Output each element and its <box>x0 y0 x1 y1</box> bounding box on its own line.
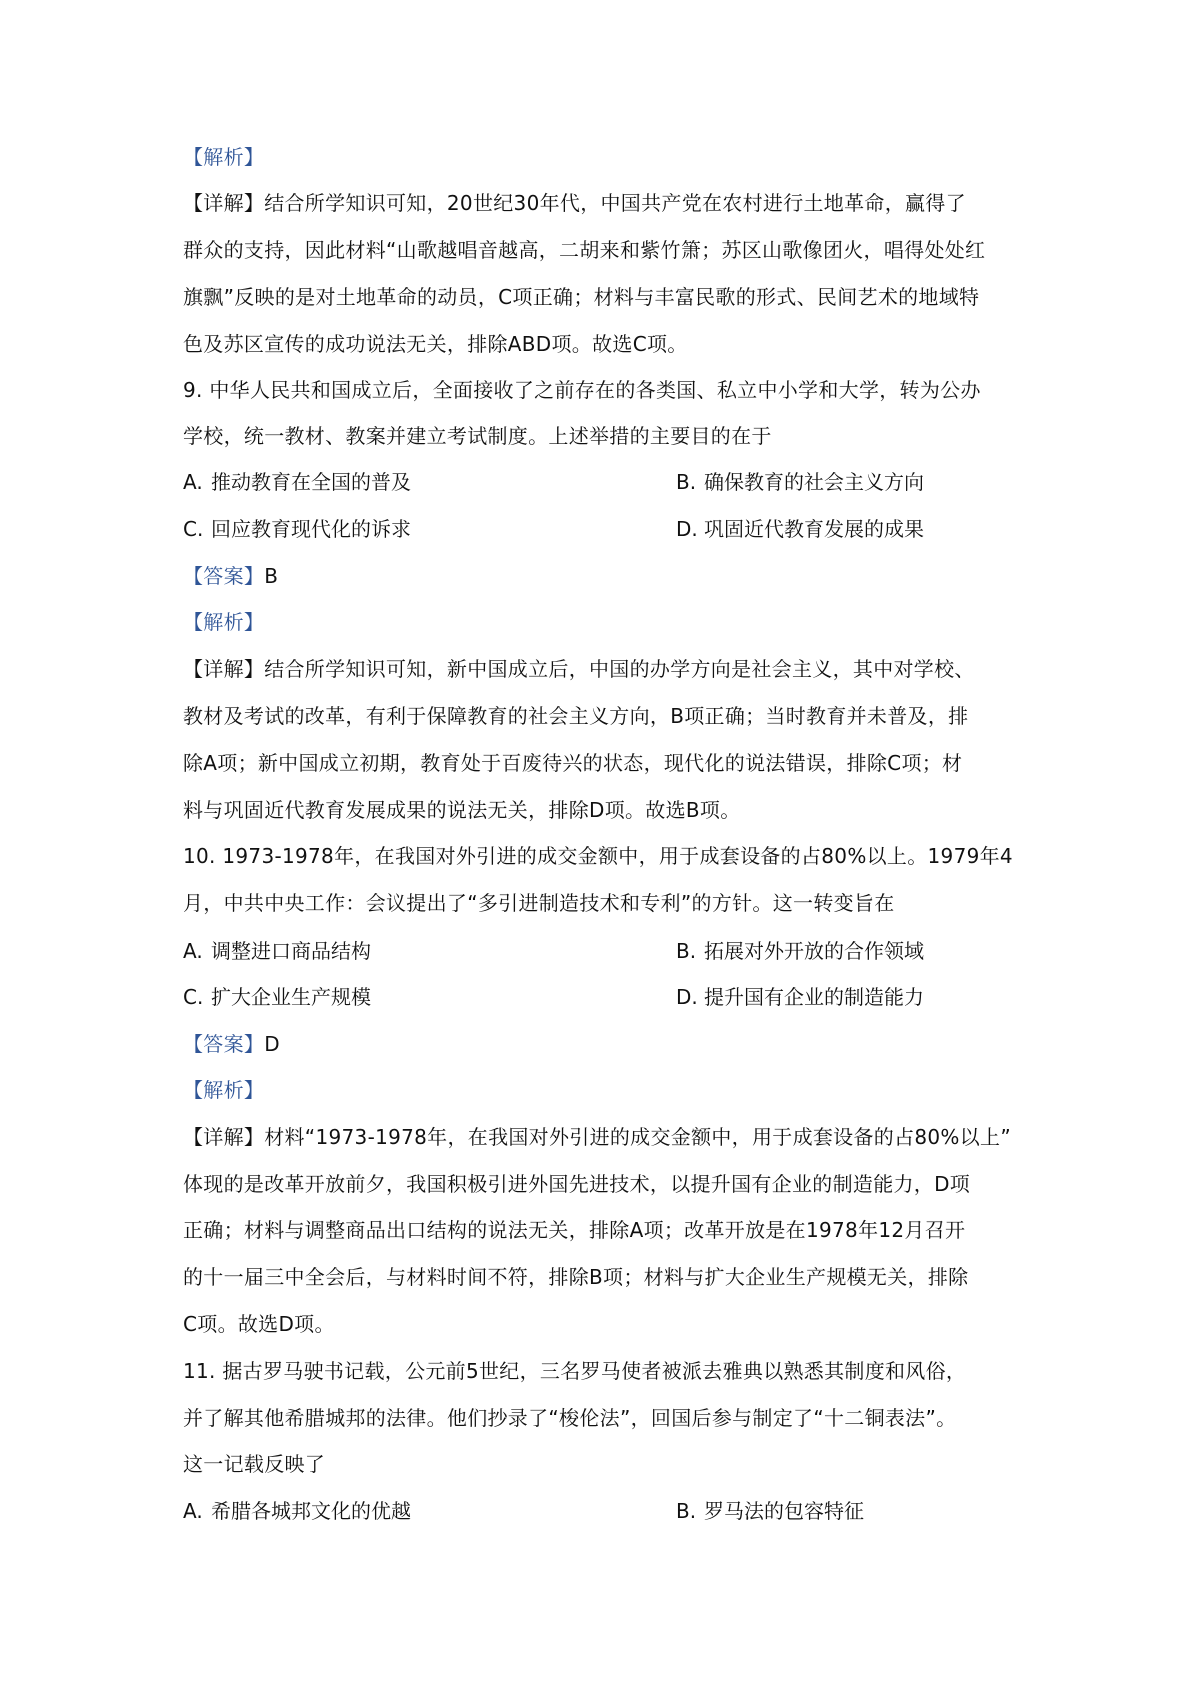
question-10-stem: 10. 1973-1978年，在我国对外引进的成交金额中，用于成套设备的占80%以上。1979年4 <box>183 844 1013 868</box>
question-11-option-a: A. 希腊各城邦文化的优越 <box>183 1499 411 1523</box>
detail-paragraph-line: 色及苏区宣传的成功说法无关，排除ABD项。故选C项。 <box>183 332 688 356</box>
question-9-detail: 教材及考试的改革，有利于保障教育的社会主义方向，B项正确；当时教育并未普及，排 <box>183 704 969 728</box>
question-9-detail: 【详解】结合所学知识可知，新中国成立后，中国的办学方向是社会主义，其中对学校、 <box>183 657 975 681</box>
question-10-option-a: A. 调整进口商品结构 <box>183 939 371 963</box>
question-9-analysis-label: 【解析】 <box>183 610 265 634</box>
question-10-answer: 【答案】D <box>183 1032 280 1056</box>
question-10-option-d: D. 提升国有企业的制造能力 <box>676 985 924 1009</box>
question-10-option-c: C. 扩大企业生产规模 <box>183 985 371 1009</box>
question-10-detail: C项。故选D项。 <box>183 1312 335 1336</box>
question-9-answer: 【答案】B <box>183 564 279 588</box>
question-9-stem: 9. 中华人民共和国成立后，全面接收了之前存在的各类国、私立中小学和大学，转为公办 <box>183 378 981 402</box>
question-10-analysis-label: 【解析】 <box>183 1078 265 1102</box>
question-9-option-c: C. 回应教育现代化的诉求 <box>183 517 411 541</box>
question-11-stem: 11. 据古罗马驶书记载，公元前5世纪，三名罗马使者被派去雅典以熟悉其制度和风俗， <box>183 1359 967 1383</box>
question-10-detail: 【详解】材料“1973-1978年，在我国对外引进的成交金额中，用于成套设备的占80%以上” <box>183 1125 1011 1149</box>
detail-paragraph-line: 旗飘”反映的是对土地革命的动员，C项正确；材料与丰富民歌的形式、民间艺术的地域特 <box>183 285 980 309</box>
question-10-stem: 月，中共中央工作：会议提出了“多引进制造技术和专利”的方针。这一转变旨在 <box>183 891 895 915</box>
question-9-option-a: A. 推动教育在全国的普及 <box>183 470 411 494</box>
question-10-detail: 正确；材料与调整商品出口结构的说法无关，排除A项；改革开放是在1978年12月召开 <box>183 1218 966 1242</box>
detail-paragraph-line: 【详解】结合所学知识可知，20世纪30年代，中国共产党在农村进行土地革命，赢得了 <box>183 191 966 215</box>
question-11-stem: 这一记载反映了 <box>183 1452 326 1476</box>
detail-paragraph-line: 群众的支持，因此材料“山歌越唱音越高，二胡来和紫竹箫；苏区山歌像团火，唱得处处红 <box>183 238 986 262</box>
question-10-option-b: B. 拓展对外开放的合作领域 <box>676 939 924 963</box>
question-10-detail: 体现的是改革开放前夕，我国积极引进外国先进技术，以提升国有企业的制造能力，D项 <box>183 1172 971 1196</box>
question-9-option-b: B. 确保教育的社会主义方向 <box>676 470 924 494</box>
question-9-stem: 学校，统一教材、教案并建立考试制度。上述举措的主要目的在于 <box>183 424 772 448</box>
question-10-detail: 的十一届三中全会后，与材料时间不符，排除B项；材料与扩大企业生产规模无关，排除 <box>183 1265 969 1289</box>
analysis-label: 【解析】 <box>183 145 265 169</box>
question-9-detail: 料与巩固近代教育发展成果的说法无关，排除D项。故选B项。 <box>183 798 741 822</box>
question-9-detail: 除A项；新中国成立初期，教育处于百废待兴的状态，现代化的说法错误，排除C项；材 <box>183 751 963 775</box>
question-11-option-b: B. 罗马法的包容特征 <box>676 1499 864 1523</box>
question-11-stem: 并了解其他希腊城邦的法律。他们抄录了“梭伦法”，回国后参与制定了“十二铜表法”。 <box>183 1406 957 1430</box>
question-9-option-d: D. 巩固近代教育发展的成果 <box>676 517 924 541</box>
